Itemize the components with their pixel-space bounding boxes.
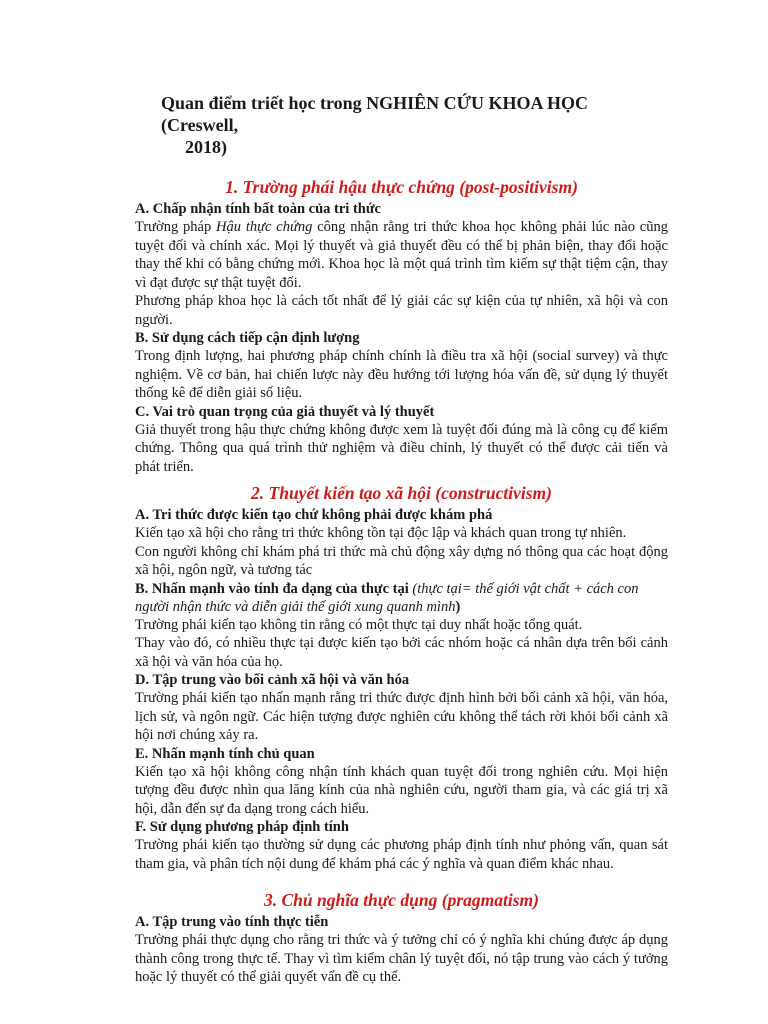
section-3-heading: 3. Chủ nghĩa thực dụng (pragmatism) (263, 890, 539, 910)
section-2-f-paragraph: Trường phái kiến tạo thường sử dụng các phương pháp định tính như phỏng vấn, quan sát tham gia, và phân tích nội dung để khám phá các ý nghĩa và quan điểm khác nhau. (135, 837, 668, 872)
section-2-b-paragraph-2: Thay vào đó, có nhiều thực tại được kiến tạo bởi các nhóm hoặc cá nhân dựa trên bối cảnh xã hội và văn hóa của họ. (135, 635, 668, 670)
section-2-a-paragraph-1: Kiến tạo xã hội cho rằng tri thức không tồn tại độc lập và khách quan trong tự nhiên. (135, 525, 627, 541)
section-2-e-title: E. Nhấn mạnh tính chủ quan (135, 745, 315, 762)
section-3-a-paragraph: Trường phái thực dụng cho rằng tri thức và ý tưởng chỉ có ý nghĩa khi chúng được áp dụng thành công trong thực tế. Thay vì tìm kiếm chân lý tuyệt đối, nó tập trung vào cách ý tưởng hoặc lý thuyết có thể giải quyết vấn đề cụ thể. (135, 932, 668, 985)
section-2-e-paragraph: Kiến tạo xã hội không công nhận tính khách quan tuyệt đối trong nghiên cứu. Mọi hiện tượng đều được nhìn qua lăng kính của nhà nghiên cứu, người tham gia, và các giá trị xã hội, dẫn đến sự đa dạng trong cách hiểu. (135, 763, 668, 817)
section-1-c-paragraph: Giả thuyết trong hậu thực chứng không được xem là tuyệt đối đúng mà là công cụ để kiểm chứng. Thông qua quá trình thử nghiệm và điều chỉnh, lý thuyết có thể được cải tiến và phát triển. (135, 421, 668, 475)
section-2-d-title: D. Tập trung vào bối cảnh xã hội và văn hóa (135, 672, 410, 688)
title-line-2: 2018) (185, 137, 227, 157)
section-1-heading: 1. Trường phái hậu thực chứng (post-positivism) (225, 177, 578, 197)
section-2-a-title: A. Tri thức được kiến tạo chứ không phải được khám phá (135, 507, 493, 523)
text-run: công nhận rằng tri thức khoa học không phải lúc nào cũng tuyệt đối và chính xác. Mọi lý thuyết và giả thuyết đều có thể bị phản biện, thay đổi hoặc thay thế khi có bằng chứng mới. Khoa học là một quá trình tìm kiếm sự thật tiệm cận, thay vì đạt được sự thật tuyệt đối. (135, 219, 668, 291)
section-2-heading: 2. Thuyết kiến tạo xã hội (constructivism) (251, 483, 552, 503)
section-3-a-title: A. Tập trung vào tính thực tiễn (135, 914, 329, 930)
section-1-c-title: C. Vai trò quan trọng của giả thuyết và lý thuyết (135, 403, 435, 420)
section-1-b-title: B. Sử dụng cách tiếp cận định lượng (135, 330, 360, 346)
emphasis-text: Hậu thực chứng (216, 219, 313, 235)
section-2-b-title (135, 580, 668, 616)
section-1-a-paragraph-1 (135, 218, 668, 292)
text-run: B. Nhấn mạnh vào tính đa dạng của thực tại (135, 580, 409, 597)
section-2-b-note: (thực tại= thế giới vật chất + cách con người nhận thức và diễn giải thế giới xung quanh mình (135, 580, 639, 615)
text-run: ) (455, 598, 461, 615)
document-title (161, 92, 668, 158)
title-line-1: Quan điểm triết học trong NGHIÊN CỨU KHOA HỌC (Creswell, (161, 93, 588, 135)
section-2-f-title: F. Sử dụng phương pháp định tính (135, 819, 349, 835)
section-1-a-paragraph-2: Phương pháp khoa học là cách tốt nhất để lý giải các sự kiện của tự nhiên, xã hội và con người. (135, 293, 668, 328)
section-2-a-paragraph-2: Con người không chỉ khám phá tri thức mà chủ động xây dựng nó thông qua các hoạt động xã hội, ngôn ngữ, và tương tác (135, 543, 668, 578)
text-run: Trường pháp (135, 219, 217, 235)
section-2-b-paragraph-1: Trường phái kiến tạo không tin rằng có một thực tại duy nhất hoặc tổng quát. (135, 616, 583, 633)
section-1-b-paragraph: Trong định lượng, hai phương pháp chính chính là điều tra xã hội (social survey) và thực nghiệm. Về cơ bản, hai chiến lược này đều hướng tới lượng hóa vấn đề, sử dụng lý thuyết thống kê để diễn giải số liệu. (135, 348, 668, 401)
section-2-d-paragraph: Trường phái kiến tạo nhấn mạnh rằng tri thức được định hình bởi bối cảnh xã hội, văn hóa, lịch sử, và ngôn ngữ. Các hiện tượng được nghiên cứu không thể tách rời khỏi bối cảnh xã hội nơi chúng xảy ra. (135, 690, 668, 743)
section-1-a-title: A. Chấp nhận tính bất toàn của tri thức (135, 201, 381, 217)
